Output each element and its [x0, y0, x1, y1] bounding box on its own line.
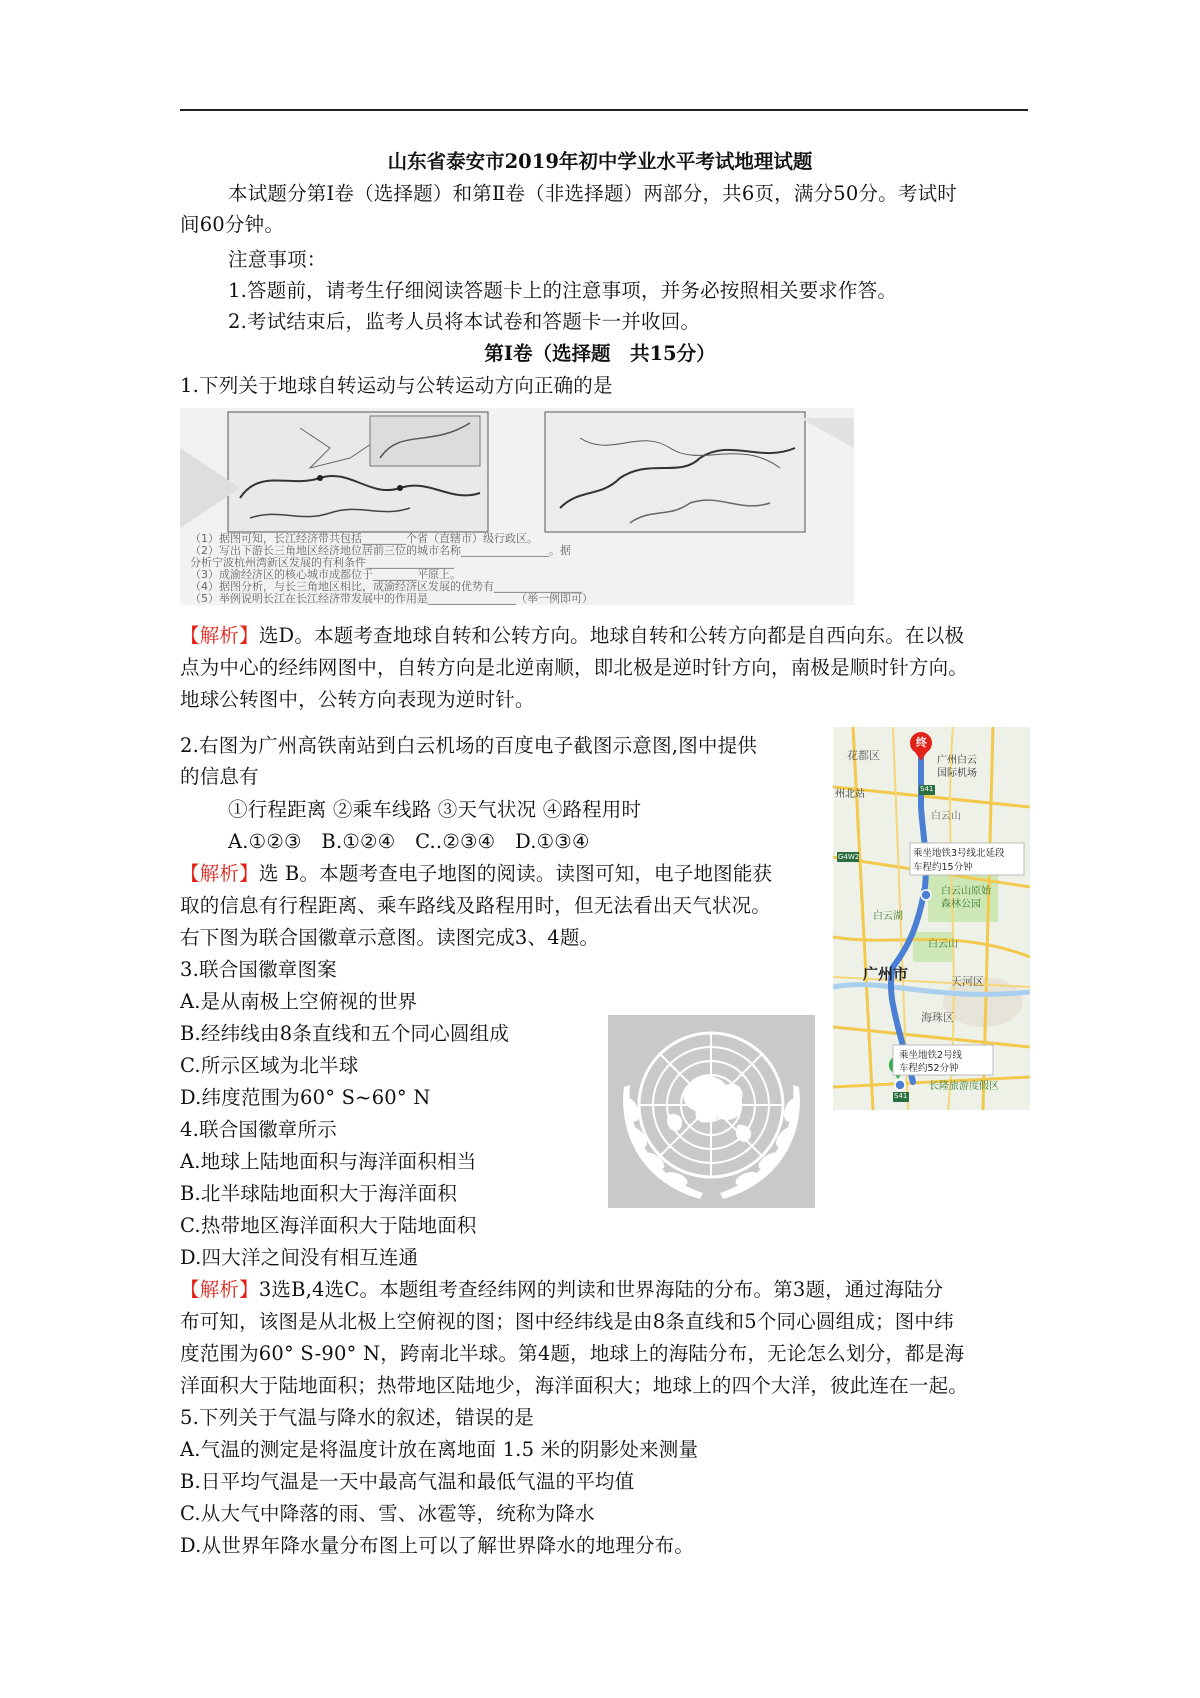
- fig-line: （5）举例说明长江在长江经济带发展中的作用是________________（举一例即可）: [190, 592, 593, 605]
- metro3-line-1: 乘坐地铁3号线北延段: [913, 848, 1005, 859]
- start-marker-label: 起: [893, 1061, 903, 1071]
- note-1: 1.答题前，请考生仔细阅读答题卡上的注意事项，并务必按照相关要求作答。: [228, 279, 898, 302]
- q3-option-b: B.经纬线由8条直线和五个同心圆组成: [180, 1022, 510, 1045]
- q5-stem: 5.下列关于气温与降水的叙述，错误的是: [180, 1406, 534, 1429]
- q2-stem-line-2: 的信息有: [180, 765, 259, 788]
- fig-line: 分析宁波杭州湾新区发展的有利条件________________: [190, 556, 454, 569]
- q5-option-a: A.气温的测定是将温度计放在离地面 1.5 米的阴影处来测量: [180, 1438, 699, 1461]
- fig-line: （3）成渝经济区的核心城市成都位于________平原上。: [190, 568, 461, 581]
- q2-options: A.①②③ B.①②④ C..②③④ D.①③④: [228, 830, 590, 853]
- analysis-text: 选 B。本题考查电子地图的阅读。读图可知，电子地图能获: [258, 862, 773, 885]
- map-label-guangzhou: 广州市: [863, 965, 909, 983]
- top-rule: [180, 109, 1028, 111]
- analysis-tag: 【解析】: [180, 624, 259, 647]
- un-emblem: [608, 1015, 815, 1208]
- q2-analysis-line-2: 取的信息有行程距离、乘车路线及路程用时，但无法看出天气状况。: [180, 894, 772, 917]
- intro-line-2: 间60分钟。: [180, 213, 285, 236]
- q5-option-b: B.日平均气温是一天中最高气温和最低气温的平均值: [180, 1470, 635, 1493]
- map-label-park-1: 白云山原始: [941, 886, 991, 897]
- q1-analysis-line-1: [180, 620, 964, 652]
- notes-heading: 注意事项：: [228, 248, 327, 271]
- q5-option-d: D.从世界年降水量分布图上可以了解世界降水的地理分布。: [180, 1534, 695, 1557]
- map-label-park-2: 森林公园: [941, 899, 981, 910]
- q34-analysis-line-2: 布可知，该图是从北极上空俯视的图；图中经纬线是由8条直线和5个同心圆组成；图中纬: [180, 1310, 954, 1333]
- map-label-baiyunhu: 白云湖: [873, 911, 903, 922]
- section-heading: 第Ⅰ卷（选择题 共15分）: [484, 342, 716, 365]
- map-label-huadu: 花都区: [847, 749, 880, 762]
- page-title: 山东省泰安市2019年初中学业水平考试地理试题: [387, 150, 813, 173]
- metro2-line-2: 车程约52分钟: [899, 1063, 959, 1074]
- q34-analysis-line-4: 洋面积大于陆地面积；热带地区陆地少，海洋面积大；地球上的四个大洋，彼此连在一起。: [180, 1374, 969, 1397]
- q4-stem: 4.联合国徽章所示: [180, 1118, 337, 1141]
- q1-figure-caption: [190, 533, 850, 605]
- analysis-text: 选D。本题考查地球自转和公转方向。地球自转和公转方向都是自西向东。在以极: [258, 624, 965, 647]
- map-label-zhou-north: 州北站: [835, 789, 865, 800]
- map-label-changlong: 长隆旅游度假区: [929, 1081, 999, 1092]
- map-label-airport-2: 国际机场: [937, 768, 977, 779]
- q1-stem: 1.下列关于地球自转运动与公转运动方向正确的是: [180, 374, 613, 397]
- q1-figure: [180, 408, 854, 605]
- intro-line-1: 本试题分第Ⅰ卷（选择题）和第Ⅱ卷（非选择题）两部分，共6页，满分50分。考试时: [228, 182, 957, 205]
- q3-option-a: A.是从南极上空俯视的世界: [180, 990, 418, 1013]
- q2-analysis-line-1: [180, 858, 772, 890]
- map-label-baiyunshan: 白云山: [928, 939, 958, 950]
- q34-analysis-line-3: 度范围为60° S-90° N，跨南北半球。第4题，地球上的海陆分布，无论怎么划分，都是海: [180, 1342, 965, 1365]
- end-marker-label: 终: [916, 736, 927, 749]
- q4-option-c: C.热带地区海洋面积大于陆地面积: [180, 1214, 477, 1237]
- analysis-text: 3选B,4选C。本题组考查经纬网的判读和世界海陆的分布。第3题，通过海陆分: [258, 1278, 944, 1301]
- q1-analysis-line-3: 地球公转图中，公转方向表现为逆时针。: [180, 688, 535, 711]
- note-2: 2.考试结束后，监考人员将本试卷和答题卡一并收回。: [228, 310, 701, 333]
- q4-option-d: D.四大洋之间没有相互连通: [180, 1246, 419, 1269]
- un-emblem-figure: [608, 1015, 815, 1208]
- q4-option-a: A.地球上陆地面积与海洋面积相当: [180, 1150, 477, 1173]
- map-label-airport-1: 广州白云: [937, 755, 977, 766]
- shield-g4w2: G4W2: [838, 853, 860, 861]
- q4-option-b: B.北半球陆地面积大于海洋面积: [180, 1182, 458, 1205]
- fig-line: （4）据图分析，与长三角地区相比，成渝经济区发展的优势有________________: [190, 580, 582, 593]
- q3-option-d: D.纬度范围为60° S~60° N: [180, 1086, 431, 1109]
- map-label-tianhe: 天河区: [951, 975, 984, 988]
- analysis-tag: 【解析】: [180, 862, 259, 885]
- fig-line: （1）据图可知，长江经济带共包括________个省（直辖市）级行政区。: [190, 532, 538, 545]
- shield-s41-top: S41: [920, 785, 934, 793]
- q2-stem-line-1: 2.右图为广州高铁南站到白云机场的百度电子截图示意图,图中提供: [180, 734, 758, 757]
- fig-line: （2）写出下游长三角地区经济地位居前三位的城市名称________________。据: [190, 544, 571, 557]
- q1-analysis-line-2: 点为中心的经纬网图中，自转方向是北逆南顺，即北极是逆时针方向，南极是顺时针方向。: [180, 656, 969, 679]
- metro2-line-1: 乘坐地铁2号线: [899, 1050, 963, 1061]
- q34-analysis-line-1: [180, 1274, 943, 1306]
- guangzhou-route-map: [833, 727, 1030, 1110]
- shield-s41-bottom: S41: [894, 1092, 908, 1100]
- analysis-tag: 【解析】: [180, 1278, 259, 1301]
- metro3-line-2: 车程约15分钟: [913, 862, 973, 873]
- q3-option-c: C.所示区域为北半球: [180, 1054, 359, 1077]
- q2-analysis-line-3: 右下图为联合国徽章示意图。读图完成3、4题。: [180, 926, 600, 949]
- q5-option-c: C.从大气中降落的雨、雪、冰雹等，统称为降水: [180, 1502, 595, 1525]
- q2-items: ①行程距离 ②乘车线路 ③天气状况 ④路程用时: [228, 798, 642, 821]
- map-label-haizhu: 海珠区: [921, 1011, 954, 1024]
- q3-stem: 3.联合国徽章图案: [180, 958, 337, 981]
- map-label-baiyunshan-small: 白云山: [931, 811, 961, 822]
